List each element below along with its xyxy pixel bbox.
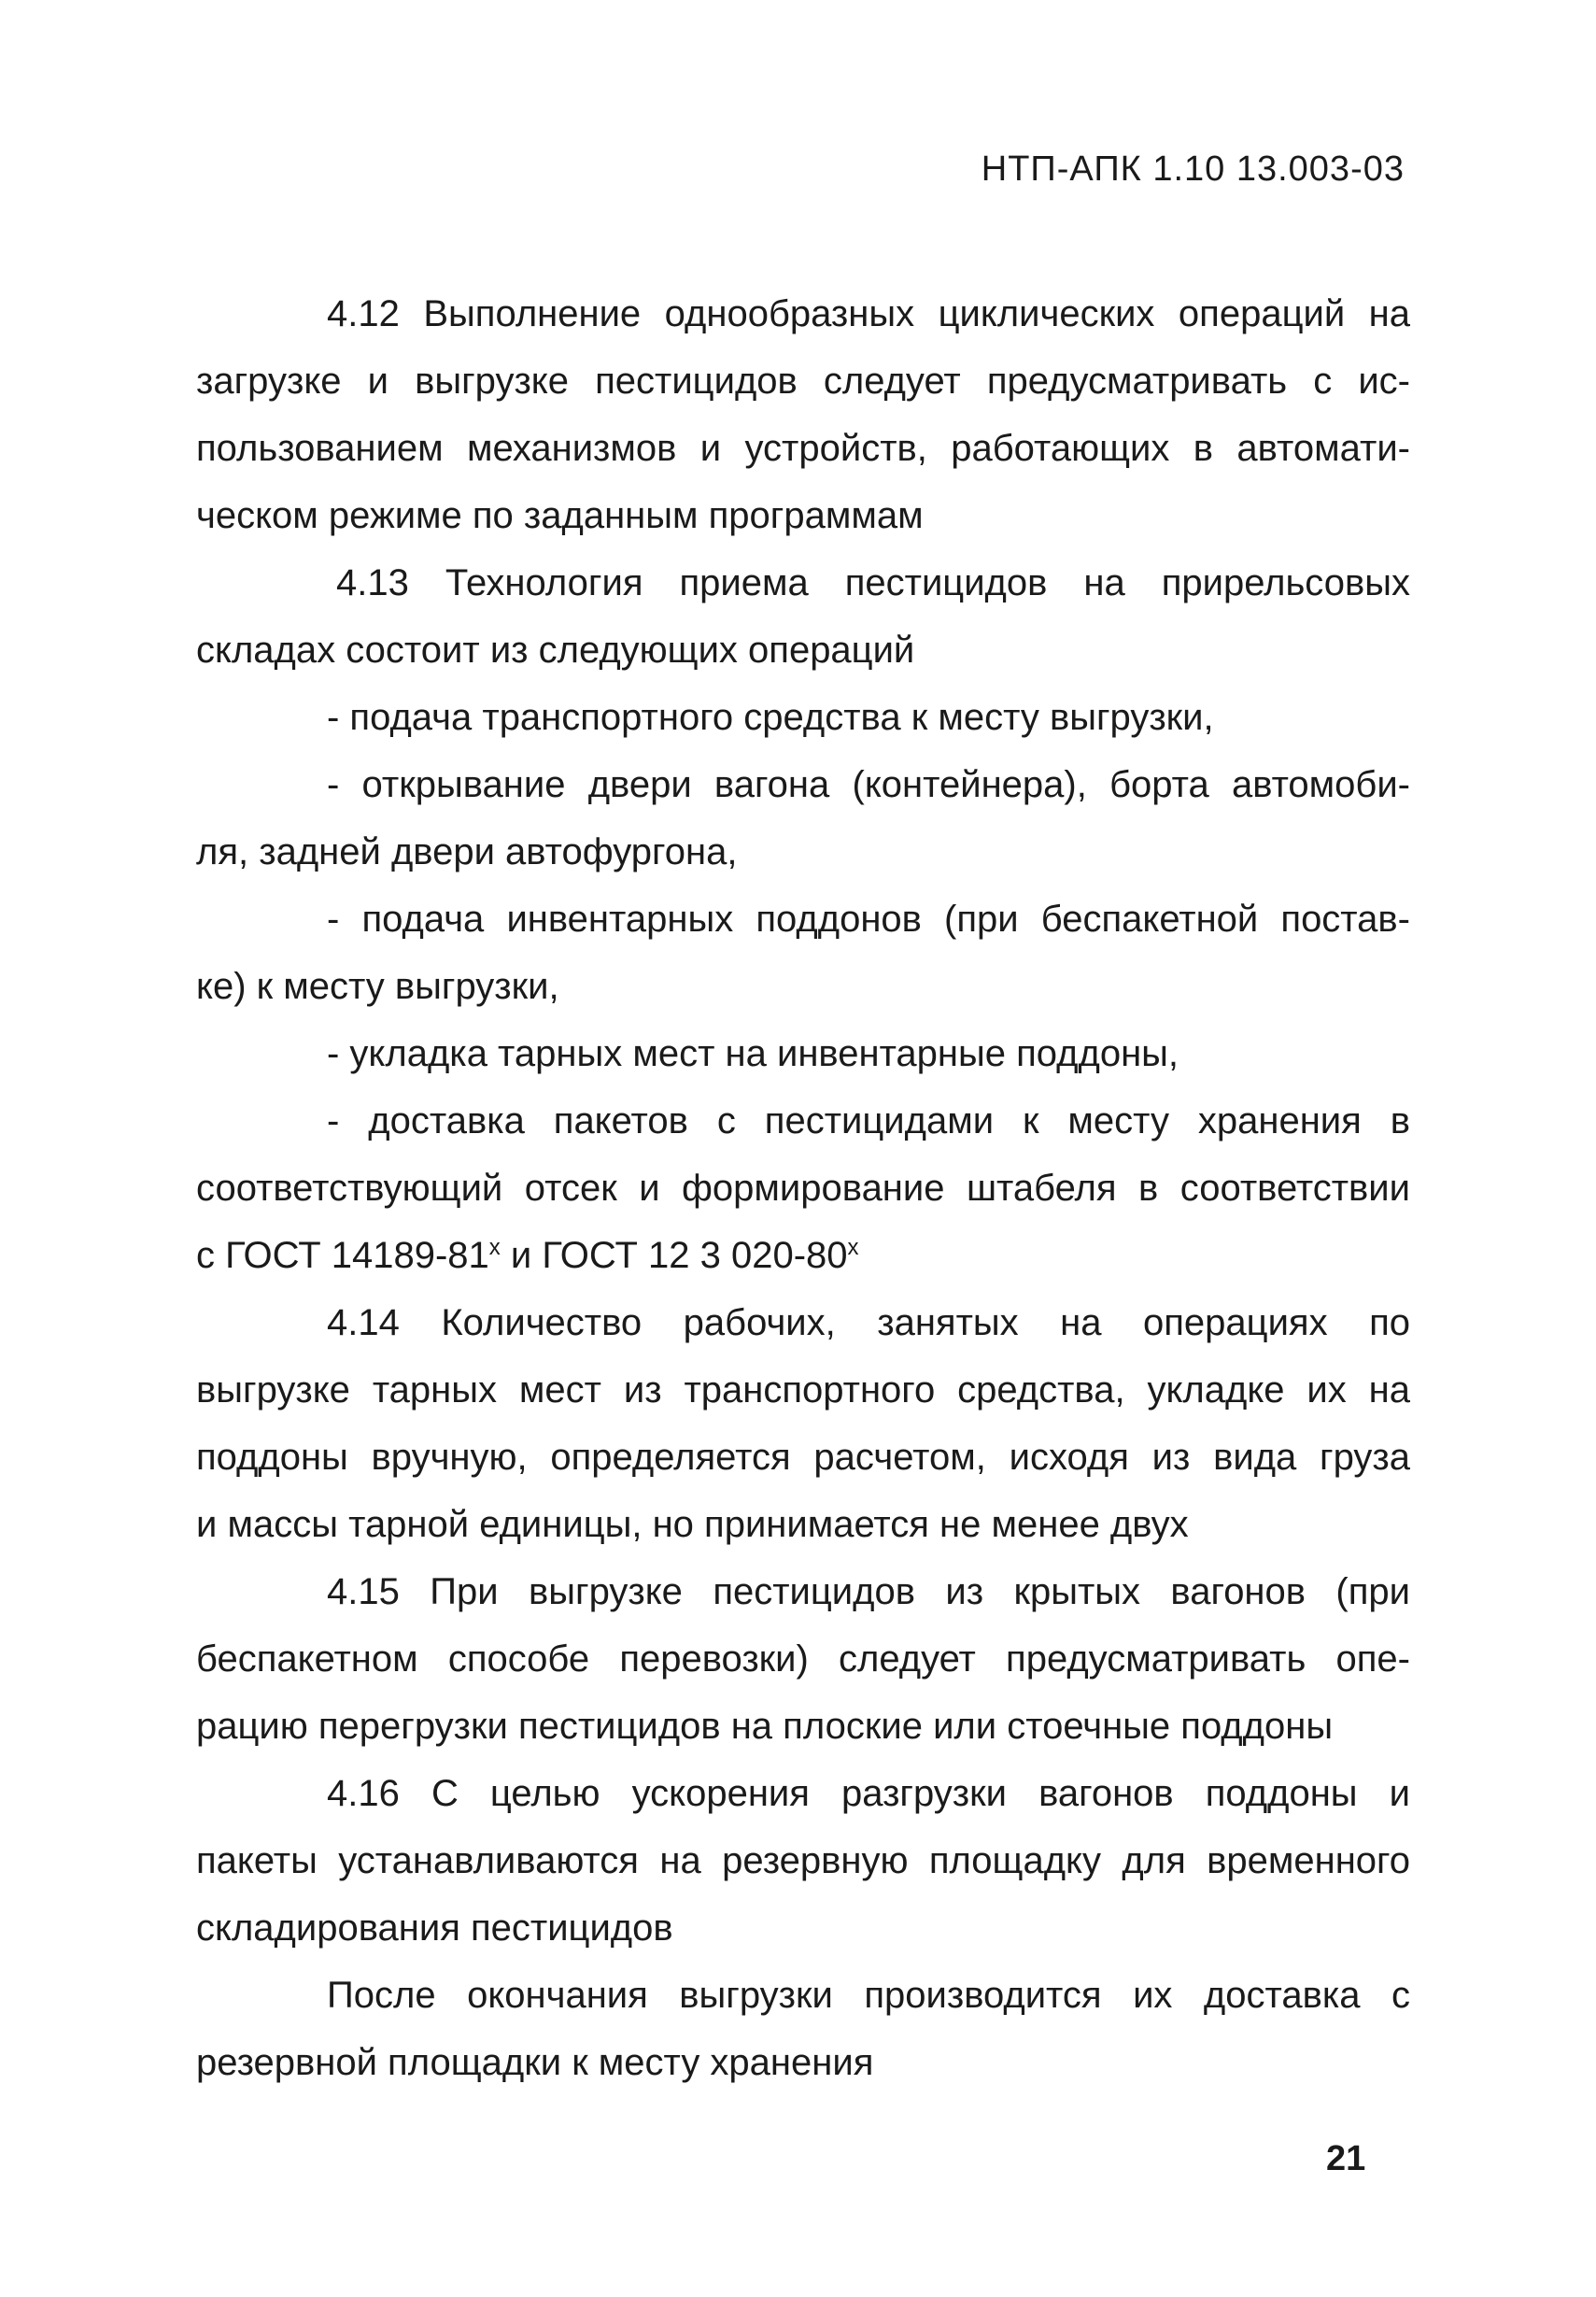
paragraph-4-14-line-3: поддоны вручную, определяется расчетом, исходя из вида груза — [196, 1437, 1410, 1478]
paragraph-4-16-line-2: пакеты устанавливаются на резервную площадку для временного — [196, 1840, 1410, 1881]
paragraph-4-14-line-2: выгрузке тарных мест из транспортного средства, укладке их на — [196, 1369, 1410, 1411]
page-number: 21 — [1326, 2139, 1366, 2178]
paragraph-4-14-line-4: и массы тарной единицы, но принимается не менее двух — [196, 1504, 1189, 1545]
document-code: НТП-АПК 1.10 13.003-03 — [981, 149, 1405, 189]
gost-reference-2: и ГОСТ 12 3 020-80 — [500, 1235, 848, 1276]
list-item-3-line-2: ке) к месту выгрузки, — [196, 966, 559, 1007]
list-item-1: - подача транспортного средства к месту выгрузки, — [327, 697, 1214, 738]
paragraph-4-15-line-2: беспакетном способе перевозки) следует предусматривать опе- — [196, 1638, 1410, 1680]
paragraph-4-16-line-3: складирования пестицидов — [196, 1907, 673, 1949]
paragraph-4-14-line-1: 4.14 Количество рабочих, занятых на операциях по — [327, 1302, 1410, 1343]
paragraph-4-13-line-2: складах состоит из следующих операций — [196, 630, 915, 671]
paragraph-4-15-line-1: 4.15 При выгрузке пестицидов из крытых вагонов (при — [327, 1571, 1410, 1612]
document-body — [196, 280, 1410, 2096]
paragraph-4-16-p2-line-2: резервной площадки к месту хранения — [196, 2042, 874, 2083]
paragraph-4-12-line-1: 4.12 Выполнение однообразных циклических операций на — [327, 293, 1410, 334]
superscript-mark-1: x — [488, 1235, 501, 1260]
list-item-3-line-1: - подача инвентарных поддонов (при беспакетной постав- — [327, 899, 1410, 940]
paragraph-4-12-line-2: загрузке и выгрузке пестицидов следует предусматривать с ис- — [196, 361, 1410, 402]
list-item-5-line-2: соответствующий отсек и формирование штабеля в соответствии — [196, 1168, 1410, 1209]
list-item-5-line-3 — [196, 1222, 1410, 1289]
paragraph-4-13-line-1: 4.13 Технология приема пестицидов на прирельсовых — [336, 562, 1410, 603]
superscript-mark-2: x — [847, 1235, 859, 1260]
paragraph-4-12-line-4: ческом режиме по заданным программам — [196, 495, 924, 536]
paragraph-4-12-line-3: пользованием механизмов и устройств, работающих в автомати- — [196, 428, 1410, 469]
list-item-5-line-1: - доставка пакетов с пестицидами к месту хранения в — [327, 1100, 1410, 1141]
paragraph-4-15-line-3: рацию перегрузки пестицидов на плоские или стоечные поддоны — [196, 1706, 1334, 1747]
gost-reference-1: с ГОСТ 14189-81 — [196, 1235, 489, 1276]
paragraph-4-16-p2-line-1: После окончания выгрузки производится их доставка с — [327, 1975, 1410, 2016]
list-item-4: - укладка тарных мест на инвентарные поддоны, — [327, 1033, 1179, 1074]
list-item-2-line-2: ля, задней двери автофургона, — [196, 831, 738, 872]
paragraph-4-16-line-1: 4.16 С целью ускорения разгрузки вагонов поддоны и — [327, 1773, 1410, 1814]
list-item-2-line-1: - открывание двери вагона (контейнера), борта автомоби- — [327, 764, 1410, 805]
